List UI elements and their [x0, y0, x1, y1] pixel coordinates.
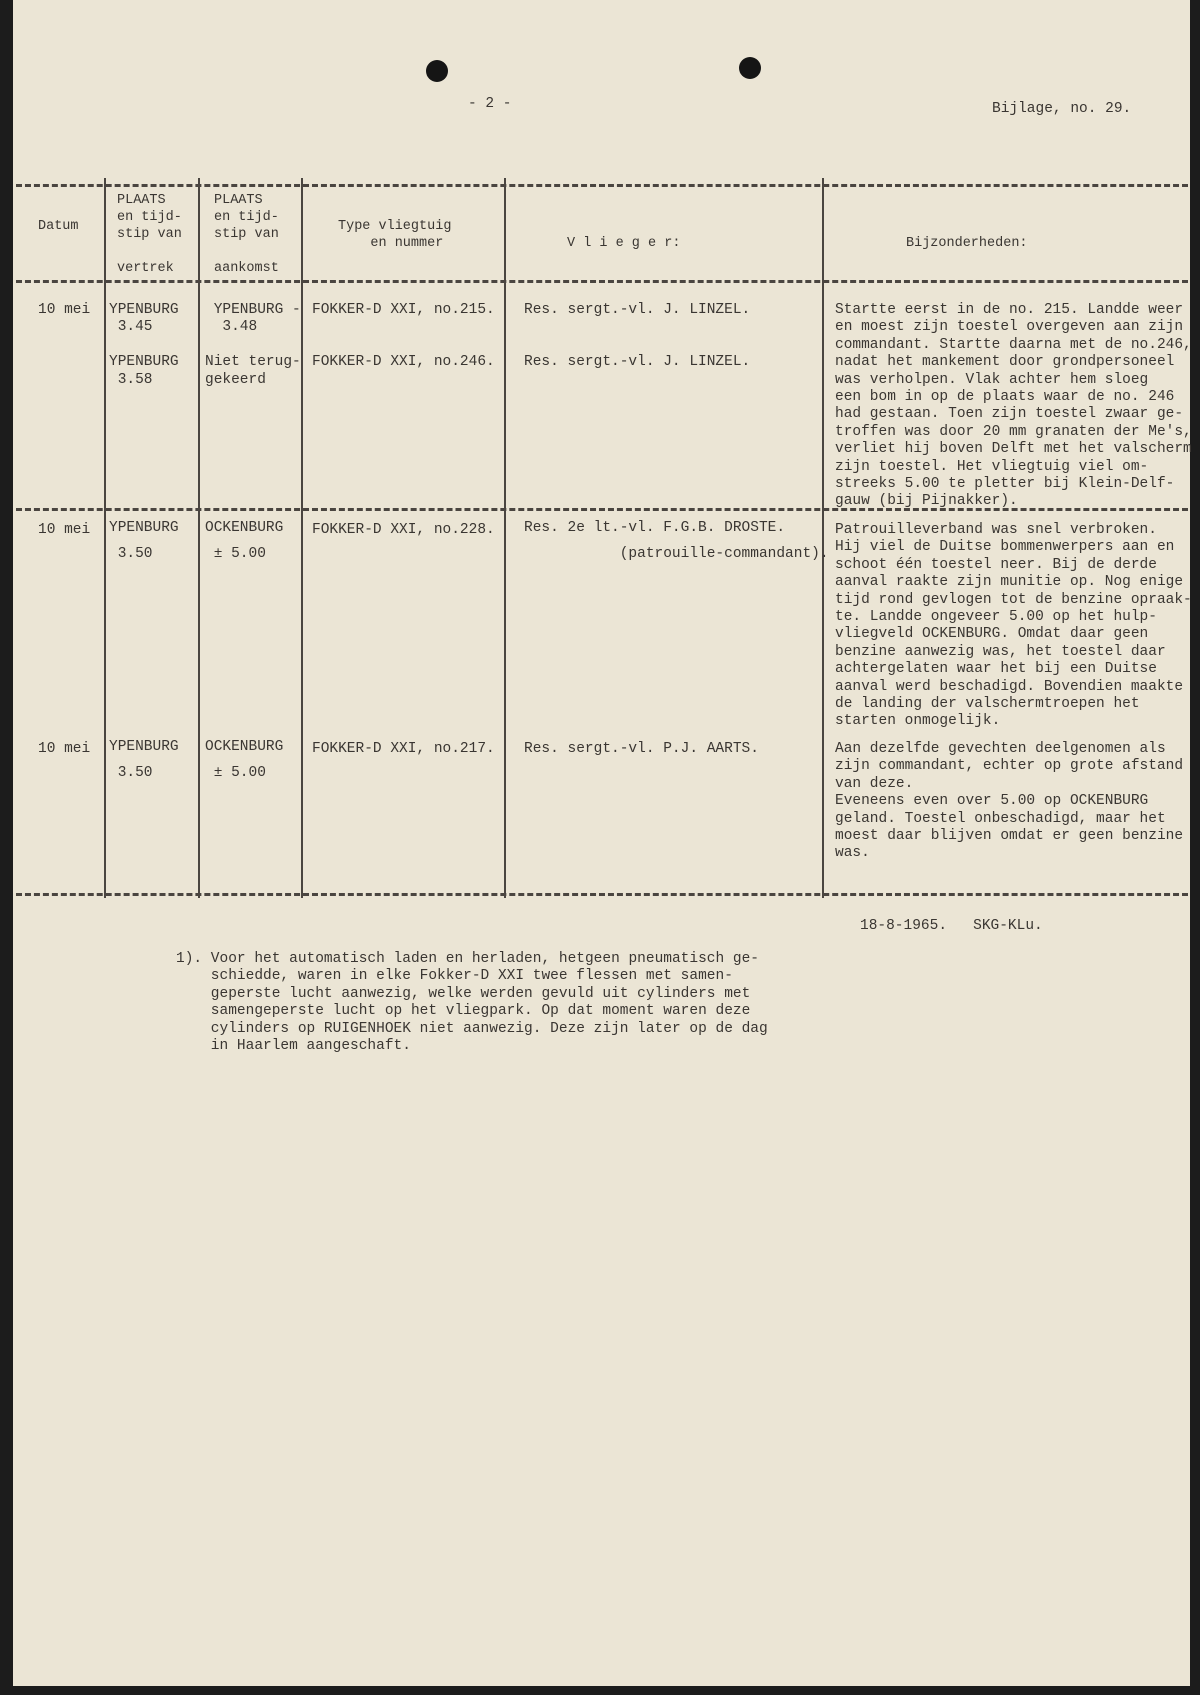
column-header-bijzonderheden: Bijzonderheden:: [906, 236, 1028, 251]
punch-hole-icon: [739, 57, 761, 79]
row-1-datum: 10 mei: [38, 302, 91, 318]
column-divider: [301, 178, 303, 898]
page-number: - 2 -: [468, 96, 512, 112]
column-divider: [198, 178, 200, 898]
row-3-type: FOKKER-D XXI, no.217.: [312, 741, 495, 757]
row-3-aankomst: OCKENBURG ± 5.00: [205, 739, 284, 781]
row-1-vertrek: YPENBURG 3.45 YPENBURG 3.58: [109, 302, 179, 388]
row-2-type: FOKKER-D XXI, no.228.: [312, 522, 495, 538]
row-3-vertrek: YPENBURG 3.50: [109, 739, 179, 781]
table-top-rule: [16, 184, 1188, 187]
column-header-vertrek: PLAATS en tijd- stip van vertrek: [117, 193, 182, 276]
row-3-bijzonderheden: Aan dezelfde gevechten deelgenomen als zijn commandant, echter op grote afstand van deze. Eveneens even over 5.00 op OCKENBURG geland. Toestel onbeschadigd, maar het moest daar blijven omdat er geen benzine was.: [835, 741, 1184, 862]
row-1-type: FOKKER-D XXI, no.215. FOKKER-D XXI, no.246.: [312, 302, 495, 371]
row-3-datum: 10 mei: [38, 741, 91, 757]
column-header-type: Type vliegtuig en nummer: [338, 219, 452, 251]
row-1-vlieger: Res. sergt.-vl. J. LINZEL. Res. sergt.-vl. J. LINZEL.: [524, 302, 751, 371]
punch-hole-icon: [426, 60, 448, 82]
header-bottom-rule: [16, 280, 1188, 283]
column-divider: [504, 178, 506, 898]
column-header-aankomst: PLAATS en tijd- stip van aankomst: [214, 193, 279, 276]
date-signature: 18-8-1965. SKG-KLu.: [860, 918, 1043, 934]
row-1-bijzonderheden: Startte eerst in de no. 215. Landde weer en moest zijn toestel overgeven aan zijn commandant. Startte daarna met de no.246, nadat het mankement door grondpersoneel was verholpen. Vlak achter hem sloeg een bom in op de plaats waar de no. 246 had gestaan. Toen zijn toestel zwaar ge- troffen was door 20 mm granaten der Me's, verliet hij boven Delft met het valscherm zijn toestel. Het vliegtuig viel om- streeks 5.00 te pletter bij Klein-Delf- gauw (bij Pijnakker).: [835, 302, 1192, 510]
column-header-vlieger: V l i e g e r:: [567, 236, 681, 251]
footnote: 1). Voor het automatisch laden en herladen, hetgeen pneumatisch ge- schiedde, waren in elke Fokker-D XXI twee flessen met samen- geperste lucht aanwezig, welke werden gevuld uit cylinders met samengeperste lucht op het vliegpark. Op dat moment waren deze cylinders op RUIGENHOEK niet aanwezig. Deze zijn later op de dag in Haarlem aangeschaft.: [176, 951, 768, 1055]
scan-border-bottom: [0, 1686, 1200, 1695]
annex-label: Bijlage, no. 29.: [992, 101, 1132, 117]
table-bottom-rule: [16, 893, 1188, 896]
row-2-vlieger: Res. 2e lt.-vl. F.G.B. DROSTE. (patrouille-commandant).: [524, 520, 829, 562]
column-header-datum: Datum: [38, 219, 79, 234]
row-1-aankomst: YPENBURG - 3.48 Niet terug- gekeerd: [205, 302, 301, 388]
scan-border-right: [1190, 0, 1200, 1695]
row-2-vertrek: YPENBURG 3.50: [109, 520, 179, 562]
row-3-vlieger: Res. sergt.-vl. P.J. AARTS.: [524, 741, 759, 757]
row-2-aankomst: OCKENBURG ± 5.00: [205, 520, 284, 562]
row-2-datum: 10 mei: [38, 522, 91, 538]
column-divider: [104, 178, 106, 898]
scan-border-left: [0, 0, 13, 1695]
row-2-bijzonderheden: Patrouilleverband was snel verbroken. Hij viel de Duitse bommenwerpers aan en schoot één toestel neer. Bij de derde aanval raakte zijn munitie op. Nog enige tijd rond gevlogen tot de benzine opraak- te. Landde ongeveer 5.00 op het hulp- vliegveld OCKENBURG. Omdat daar geen benzine aanwezig was, het toestel daar achtergelaten waar het bij een Duitse aanval werd beschadigd. Bovendien maakte de landing der valschermtroepen het starten onmogelijk.: [835, 522, 1192, 730]
